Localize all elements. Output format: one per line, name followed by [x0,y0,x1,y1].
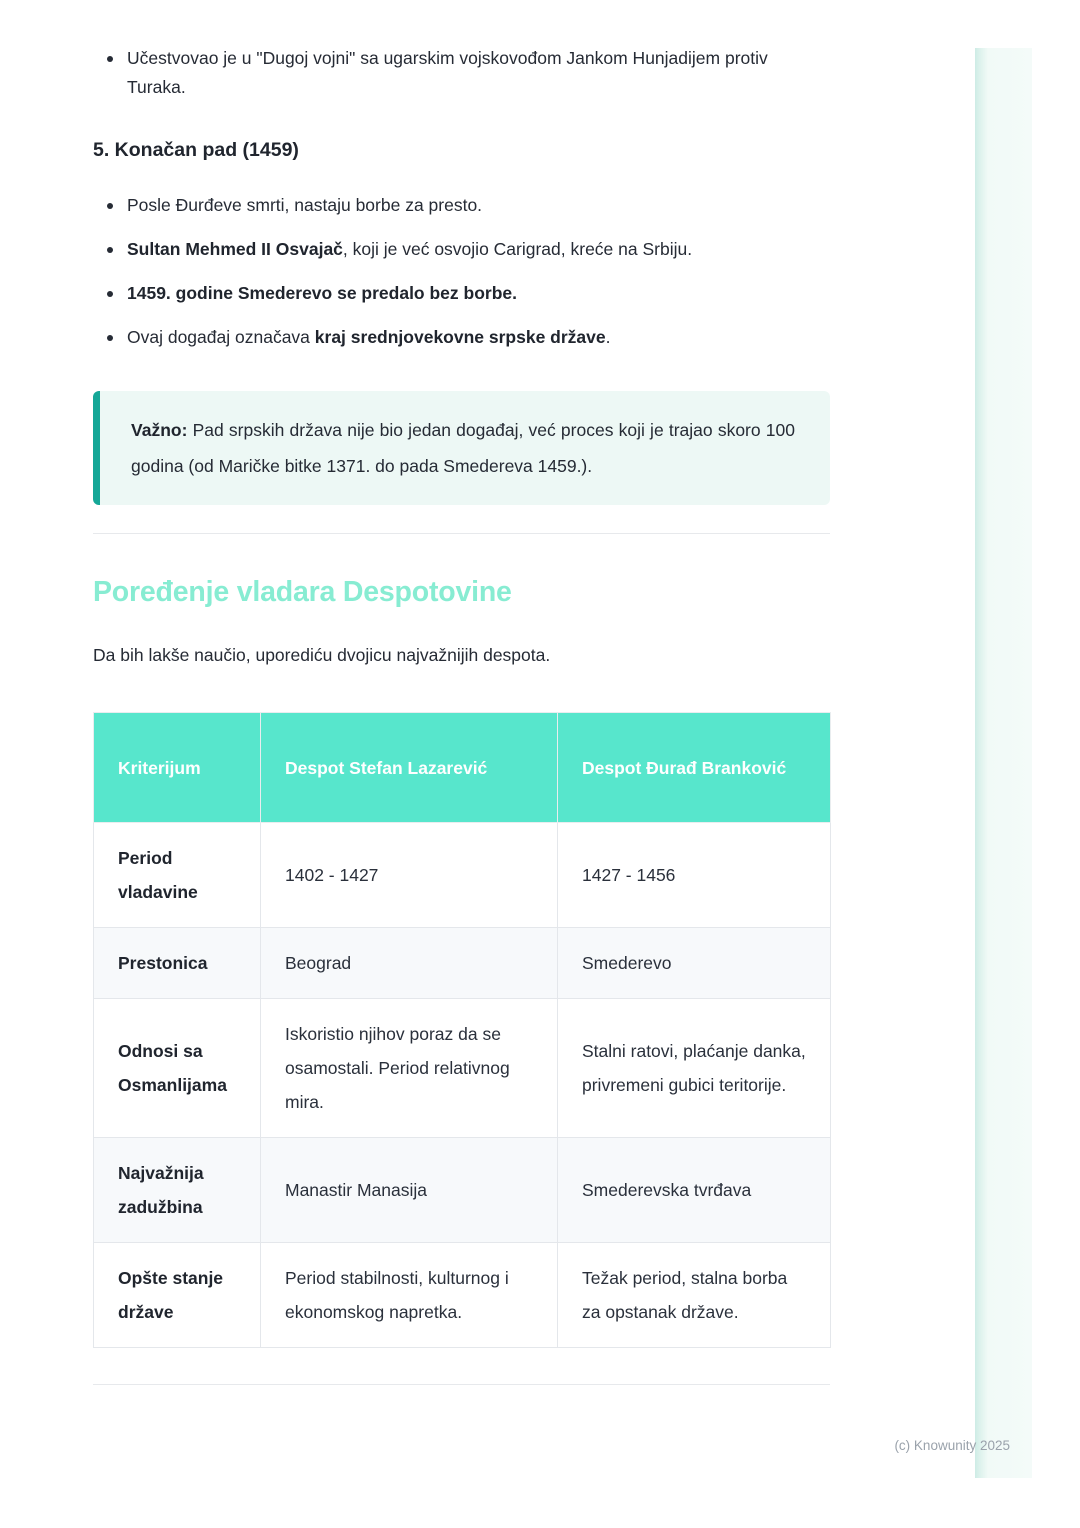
table-header-cell: Despot Đurađ Branković [558,713,831,823]
table-row [94,1243,831,1348]
list-item: 1459. godine Smederevo se predalo bez borbe. [107,279,830,308]
table-value-cell: Period stabilnosti, kulturnog i ekonomskog napretka. [261,1243,558,1348]
bottom-divider [93,1384,830,1385]
table-criterion-cell: Najvažnija zadužbina [94,1138,261,1243]
bullet-list-top [93,44,830,102]
section-divider [93,533,830,534]
table-row [94,928,831,999]
list-item: Sultan Mehmed II Osvajač, koji je već osvojio Carigrad, kreće na Srbiju. [107,235,830,264]
table-criterion-cell: Odnosi sa Osmanlijama [94,999,261,1138]
table-value-cell: Iskoristio njihov poraz da se osamostali. Period relativnog mira. [261,999,558,1138]
section-heading-poredjenje: Poređenje vladara Despotovine [93,576,512,608]
bullet-list-konacan-pad [93,191,830,352]
table-value-cell: Smederevo [558,928,831,999]
list-item: Ovaj događaj označava kraj srednjovekovne srpske države. [107,323,830,352]
table-row [94,999,831,1138]
page-edge-gradient [975,48,1032,1478]
table-row [94,1138,831,1243]
table-criterion-cell: Prestonica [94,928,261,999]
table-criterion-cell: Period vladavine [94,823,261,928]
table-value-cell: Težak period, stalna borba za opstanak države. [558,1243,831,1348]
table-value-cell: 1402 - 1427 [261,823,558,928]
list-item: Posle Đurđeve smrti, nastaju borbe za presto. [107,191,830,220]
comparison-table [93,712,831,1348]
table-row [94,823,831,928]
table-value-cell: Beograd [261,928,558,999]
table-value-cell: Smederevska tvrđava [558,1138,831,1243]
table-value-cell: 1427 - 1456 [558,823,831,928]
vazno-callout-text: Važno: Pad srpskih država nije bio jedan događaj, već proces koji je trajao skoro 100 godina (od Maričke bitke 1371. do pada Smedereva 1459.). [131,420,795,476]
table-value-cell: Manastir Manasija [261,1138,558,1243]
section-heading-konacan-pad: 5. Konačan pad (1459) [93,139,299,161]
list-item: Učestvovao je u "Dugoj vojni" sa ugarskim vojskovođom Jankom Hunjadijem protiv Turaka. [107,44,830,102]
table-value-cell: Stalni ratovi, plaćanje danka, privremeni gubici teritorije. [558,999,831,1138]
table-header-cell: Despot Stefan Lazarević [261,713,558,823]
vazno-callout [93,391,830,505]
table-criterion-cell: Opšte stanje države [94,1243,261,1348]
table-header-row [94,713,831,823]
table-header-cell: Kriterijum [94,713,261,823]
copyright-text: (c) Knowunity 2025 [894,1438,1010,1453]
page-content [93,44,830,1385]
comparison-intro: Da bih lakše naučio, uporediću dvojicu najvažnijih despota. [93,645,551,665]
